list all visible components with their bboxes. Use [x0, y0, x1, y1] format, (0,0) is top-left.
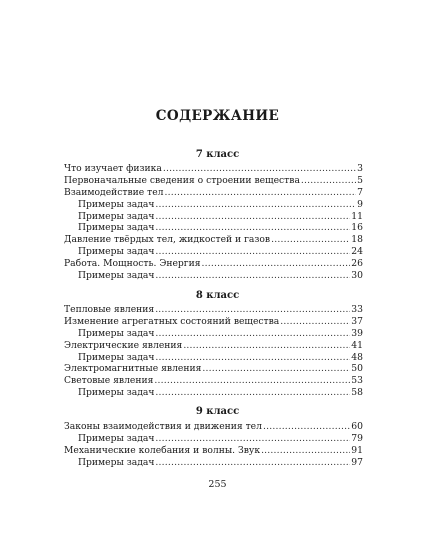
- toc-entry-title: Что изучает физика: [64, 163, 162, 174]
- toc-entry-page: 79: [351, 432, 363, 444]
- section-heading-9: 9 класс: [195, 406, 240, 417]
- toc-entry-title: Примеры задач: [78, 270, 155, 282]
- toc-entry-title: Тепловые явления: [64, 304, 155, 315]
- dot-leader: [261, 445, 350, 457]
- dot-leader: [155, 246, 350, 258]
- dot-leader: [280, 316, 350, 328]
- toc-entry: [64, 387, 363, 399]
- toc-entry: [64, 340, 363, 352]
- toc-entry: [64, 457, 363, 469]
- toc-entry-page: 24: [351, 246, 363, 258]
- toc-entry-page: 60: [351, 421, 363, 432]
- toc-entry: [64, 433, 363, 445]
- dot-leader: [155, 211, 350, 223]
- toc-entry: [64, 316, 363, 328]
- toc-entry-title: Примеры задач: [78, 351, 155, 363]
- toc-entry: [64, 175, 363, 187]
- page-number: 255: [208, 479, 227, 490]
- dot-leader: [263, 421, 350, 433]
- toc-entry-page: 33: [351, 304, 363, 315]
- dot-leader: [165, 187, 357, 199]
- dot-leader: [155, 328, 350, 340]
- toc-entry-title: Электромагнитные явления: [64, 363, 202, 375]
- toc-entry-page: 39: [351, 327, 363, 339]
- dot-leader: [155, 387, 350, 399]
- toc-entry-page: 41: [351, 339, 363, 351]
- dot-leader: [202, 258, 351, 270]
- toc-entry-page: 5: [357, 174, 363, 186]
- toc-entry: [64, 163, 363, 175]
- toc-entry-page: 58: [351, 387, 363, 399]
- toc-entry: [64, 199, 363, 211]
- toc-entry: [64, 258, 363, 270]
- toc-entry-title: Примеры задач: [78, 456, 155, 468]
- dot-leader: [155, 304, 350, 316]
- toc-entry-page: 26: [351, 258, 363, 270]
- toc-entry-page: 91: [351, 444, 363, 456]
- toc-entry-page: 53: [351, 375, 363, 387]
- dot-leader: [155, 457, 350, 469]
- dot-leader: [202, 363, 350, 375]
- toc-entry: [64, 304, 363, 316]
- toc-list-9: [64, 421, 363, 469]
- toc-entry-page: 18: [351, 234, 363, 246]
- toc-entry-page: 48: [351, 351, 363, 363]
- dot-leader: [301, 175, 356, 187]
- toc-entry-title: Примеры задач: [78, 327, 155, 339]
- toc-entry-page: 30: [351, 270, 363, 282]
- dot-leader: [155, 270, 350, 282]
- toc-entry-page: 11: [351, 210, 363, 222]
- toc-entry-title: Изменение агрегатных состояний вещества: [64, 315, 280, 327]
- toc-entry: [64, 375, 363, 387]
- toc-entry-page: 7: [357, 186, 363, 198]
- dot-leader: [155, 222, 350, 234]
- toc-entry-title: Первоначальные сведения о строении вещества: [64, 174, 300, 186]
- toc-entry: [64, 234, 363, 246]
- toc-entry: [64, 328, 363, 340]
- dot-leader: [163, 163, 356, 175]
- toc-entry-title: Примеры задач: [78, 198, 155, 210]
- dot-leader: [183, 340, 350, 352]
- toc-entry: [64, 445, 363, 457]
- toc-entry-title: Работа. Мощность. Энергия: [64, 258, 201, 270]
- toc-list-7: [64, 163, 363, 282]
- toc-entry: [64, 222, 363, 234]
- toc-entry-page: 3: [357, 163, 363, 174]
- toc-list-8: [64, 304, 363, 399]
- dot-leader: [155, 433, 350, 445]
- section-heading-8: 8 класс: [195, 290, 240, 301]
- dot-leader: [271, 234, 350, 246]
- toc-entry: [64, 421, 363, 433]
- section-heading-7: 7 класс: [195, 149, 240, 160]
- toc-entry: [64, 352, 363, 364]
- toc-entry-title: Примеры задач: [78, 387, 155, 399]
- toc-entry-title: Световые явления: [64, 375, 154, 387]
- toc-entry: [64, 363, 363, 375]
- toc-entry-page: 50: [351, 363, 363, 375]
- toc-entry: [64, 187, 363, 199]
- dot-leader: [154, 375, 350, 387]
- toc-entry-title: Примеры задач: [78, 432, 155, 444]
- toc-entry-page: 9: [357, 198, 363, 210]
- toc-entry-title: Давление твёрдых тел, жидкостей и газов: [64, 234, 271, 246]
- toc-entry-title: Примеры задач: [78, 246, 155, 258]
- dot-leader: [155, 352, 350, 364]
- toc-entry-title: Законы взаимодействия и движения тел: [64, 421, 262, 432]
- dot-leader: [155, 199, 356, 211]
- toc-entry-title: Механические колебания и волны. Звук: [64, 444, 261, 456]
- toc-entry-title: Примеры задач: [78, 210, 155, 222]
- toc-entry-title: Взаимодействие тел: [64, 186, 164, 198]
- page-title: СОДЕРЖАНИЕ: [155, 108, 280, 124]
- toc-entry: [64, 246, 363, 258]
- toc-entry-title: Электрические явления: [64, 339, 183, 351]
- toc-entry-title: Примеры задач: [78, 222, 155, 234]
- toc-entry-page: 16: [351, 222, 363, 234]
- toc-entry-page: 97: [351, 456, 363, 468]
- toc-entry-page: 37: [351, 315, 363, 327]
- toc-entry: [64, 211, 363, 223]
- toc-entry: [64, 270, 363, 282]
